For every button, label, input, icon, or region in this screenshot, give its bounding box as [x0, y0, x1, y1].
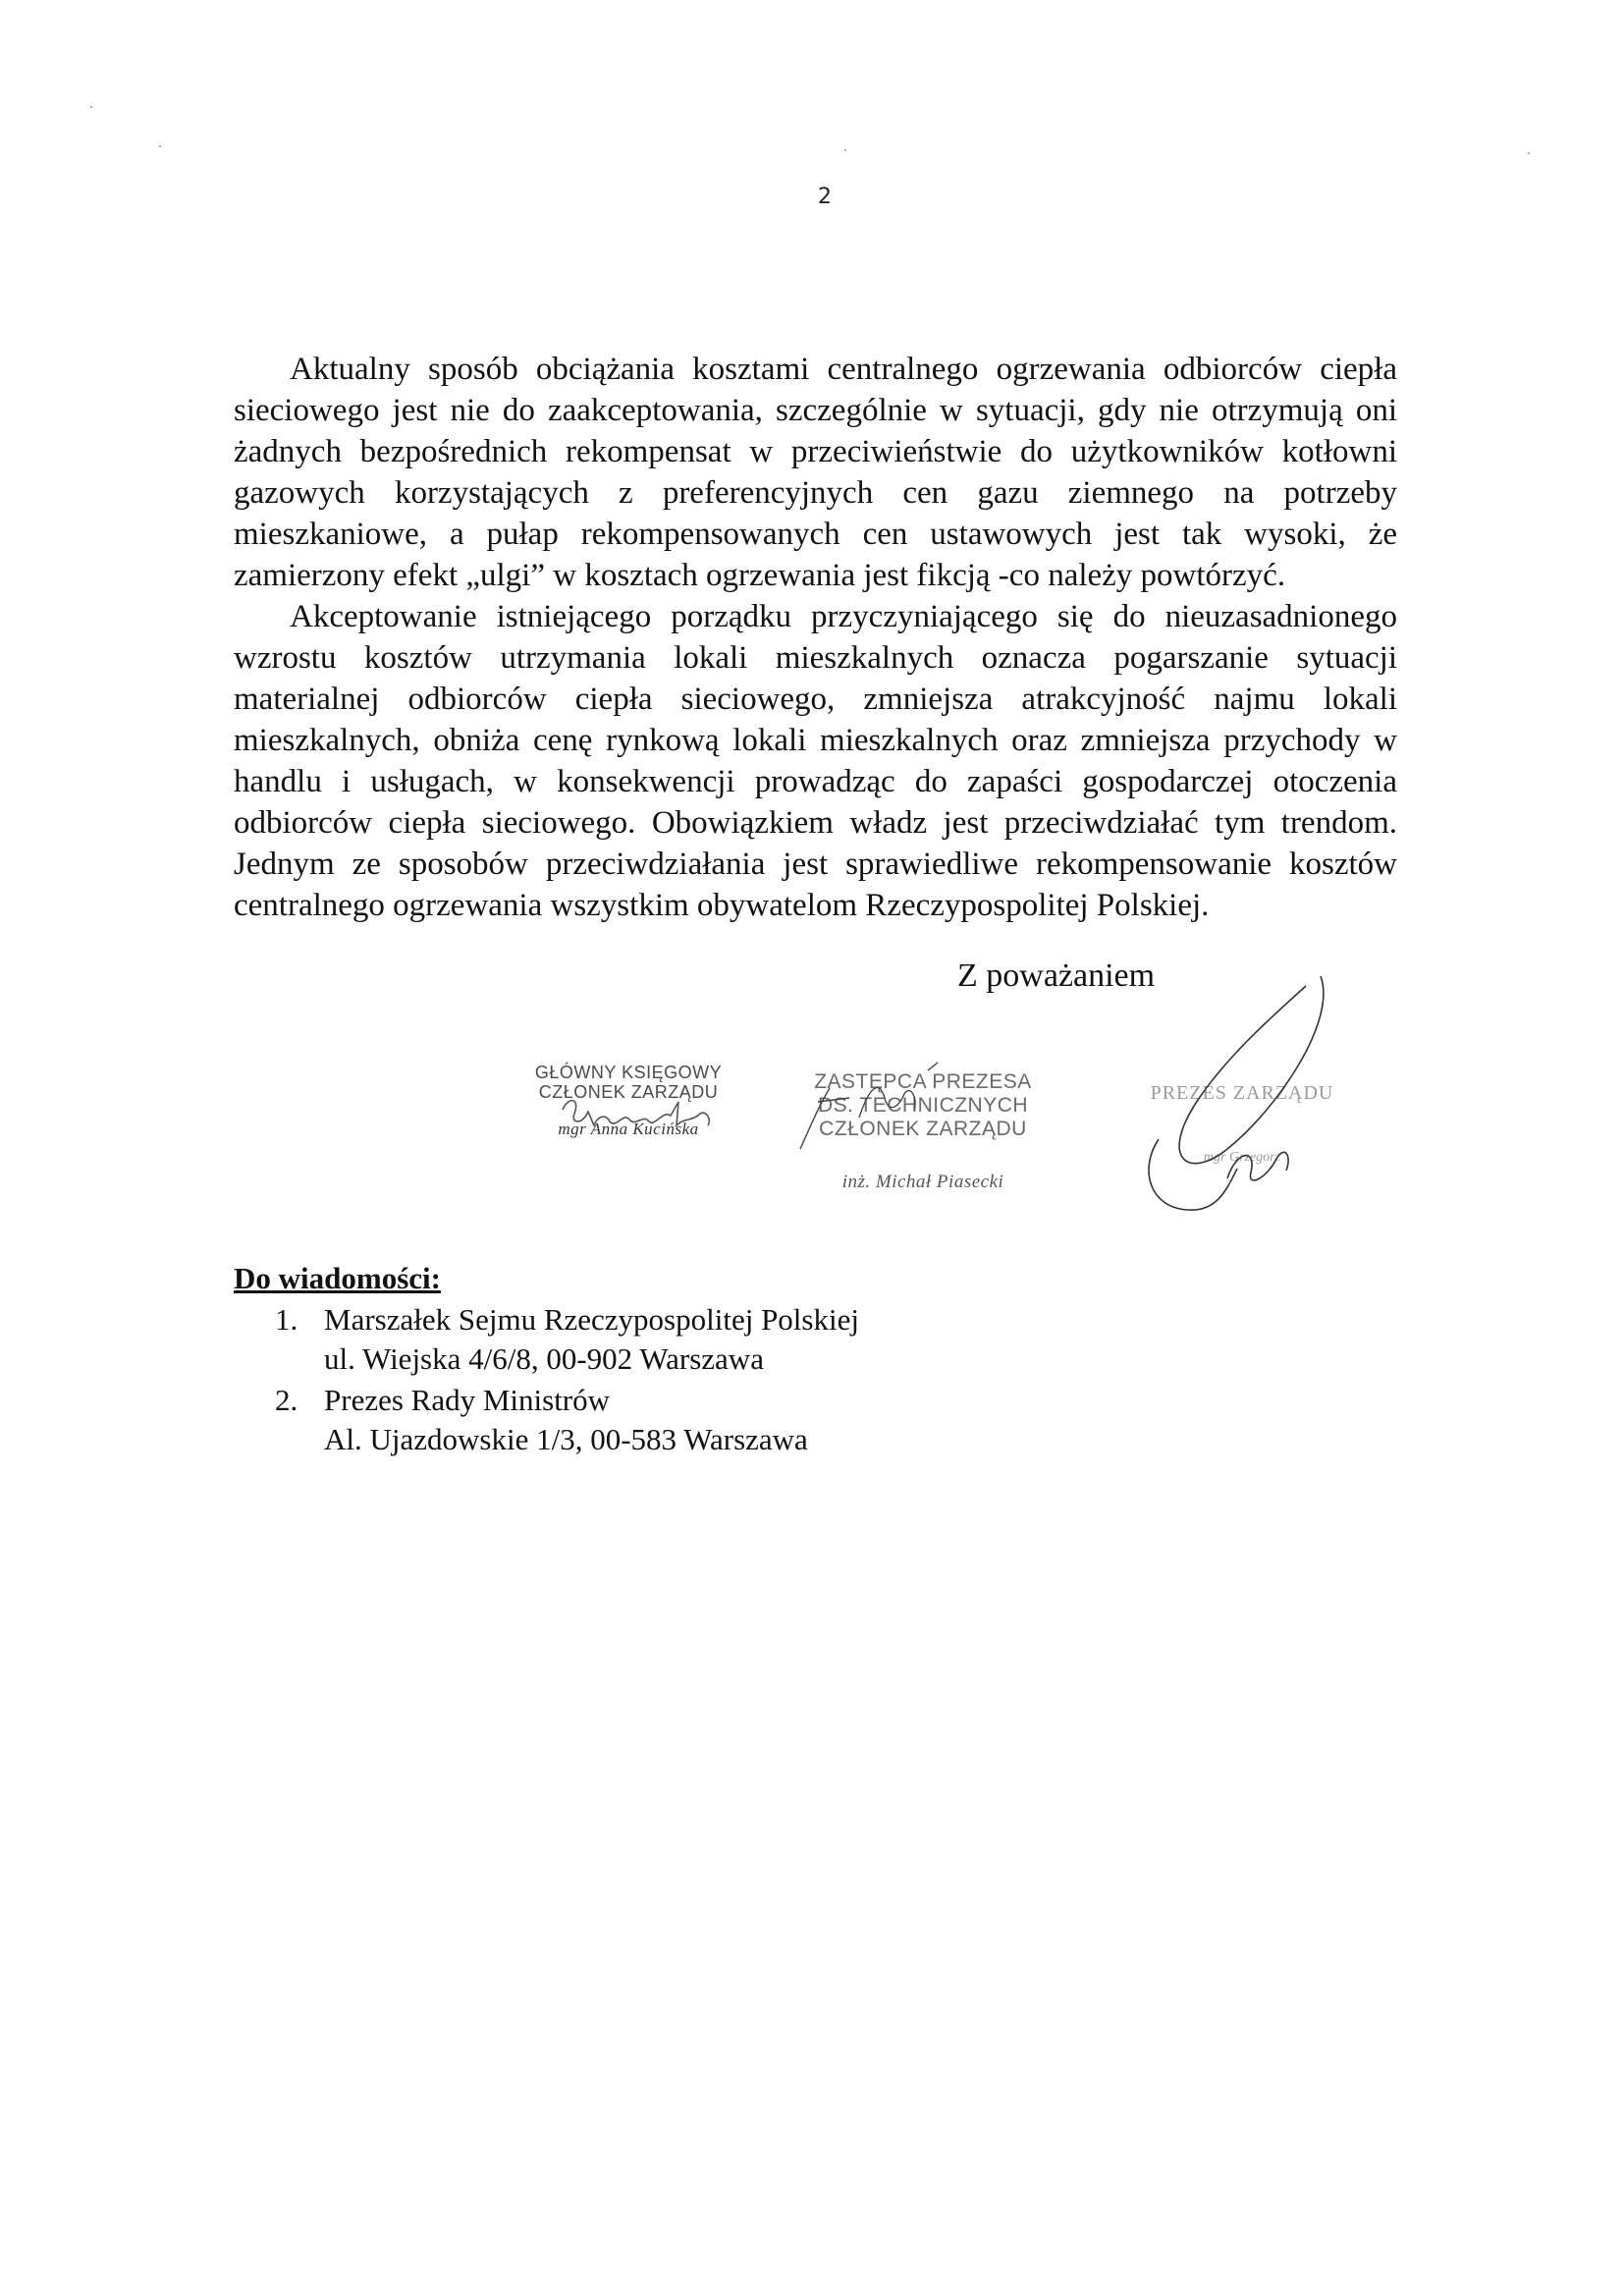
stamp-title: GŁÓWNY KSIĘGOWY — [534, 1063, 723, 1082]
stamp-chief-accountant — [520, 1063, 736, 1139]
stamp-name: inż. Michał Piasecki — [841, 1172, 1004, 1192]
page-number: 2 — [818, 185, 832, 209]
recipient-list — [234, 1300, 1117, 1459]
stamp-name: mgr Anna Kucińska — [558, 1120, 699, 1138]
paragraph-2: Akceptowanie istniejącego porządku przyczyniającego się do nieuzasadnionego wzrostu kosztów utrzymania lokali mieszkalnych oznacza pogarszanie sytuacji materialnej odbiorców ciepła sieciowego, zmniejsza atrakcyjność najmu lokali mieszkalnych, obniża cenę rynkową lokali mieszkalnych oraz zmniejsza przychody w handlu i usługach, w konsekwencji prowadząc do zapaści gospodarczej otoczenia odbiorców ciepła sieciowego. Obowiązkiem władz jest przeciwdziałać tym trendom. Jednym ze sposobów przeciwdziałania jest sprawiedliwe rekompensowanie kosztów centralnego ogrzewania wszystkim obywatelom Rzeczypospolitej Polskiej. — [234, 599, 1397, 923]
paragraph-1: Aktualny sposób obciążania kosztami centralnego ogrzewania odbiorców ciepła sieciowego jest nie do zaakceptowania, szczególnie w sytuacji, gdy nie otrzymują oni żadnych bezpośrednich rekompensat w przeciwieństwie do użytkowników kotłowni gazowych korzystających z preferencyjnych cen gazu ziemnego na potrzeby mieszkaniowe, a pułap rekompensowanych cen ustawowych jest tak wysoki, że zamierzony efekt „ulgi” w kosztach ogrzewania jest fikcją -co należy powtórzyć. — [234, 352, 1397, 593]
scan-speck — [159, 145, 161, 147]
stamp-title: ZASTĘPCA PREZESA — [814, 1070, 1032, 1093]
closing-salutation: Z poważaniem — [957, 957, 1156, 994]
recipient-item — [234, 1381, 1117, 1459]
distribution-list — [234, 1259, 1117, 1461]
stamp-deputy-president — [795, 1070, 1051, 1194]
recipient-item — [234, 1300, 1117, 1379]
signature-block — [461, 1041, 1345, 1237]
stamp-subtitle: CZŁONEK ZARZĄDU — [538, 1082, 719, 1102]
recipient-name: Prezes Rady Ministrów — [324, 1383, 611, 1417]
scan-speck — [844, 149, 846, 151]
distribution-heading: Do wiadomości: — [234, 1261, 441, 1295]
stamp-subtitle: CZŁONEK ZARZĄDU — [819, 1118, 1027, 1140]
recipient-number: 2. — [275, 1383, 298, 1417]
recipient-name: Marszałek Sejmu Rzeczypospolitej Polskiej — [324, 1302, 859, 1337]
stamp-name: mgr Grzegorz — [1203, 1150, 1281, 1165]
scan-speck — [1528, 152, 1530, 154]
stamp-president — [1129, 1082, 1355, 1169]
recipient-address: Al. Ujazdowskie 1/3, 00-583 Warszawa — [324, 1422, 808, 1456]
letter-body — [234, 349, 1397, 926]
recipient-number: 1. — [275, 1302, 298, 1337]
recipient-address: ul. Wiejska 4/6/8, 00-902 Warszawa — [324, 1341, 764, 1376]
stamp-title: PREZES ZARZĄDU — [1150, 1082, 1334, 1104]
scan-speck — [90, 106, 92, 108]
stamp-subtitle: DS. TECHNICZNYCH — [817, 1094, 1029, 1117]
